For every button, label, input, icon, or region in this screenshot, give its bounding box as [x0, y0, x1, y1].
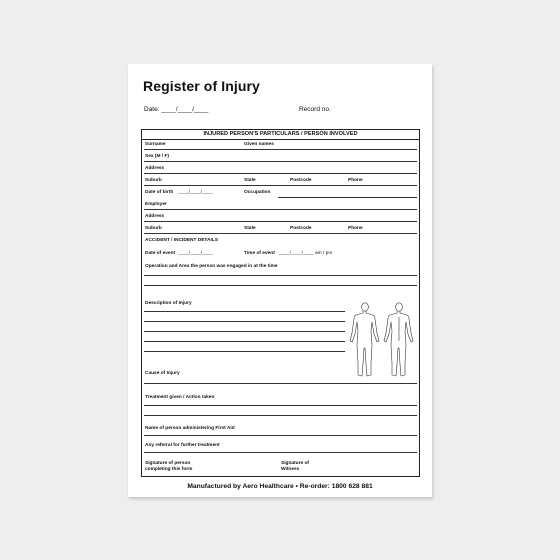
- employer-state-label: State: [244, 226, 256, 231]
- employer-address-label: Address: [145, 214, 165, 219]
- address-label: Address: [145, 166, 165, 171]
- date-field[interactable]: Date: ____/____/____: [144, 106, 209, 113]
- description-label: Description of Injury: [145, 301, 192, 306]
- cause-field[interactable]: [144, 383, 417, 384]
- state-label: State: [244, 178, 256, 183]
- phone-label: Phone: [348, 178, 363, 183]
- signature-person-label: [145, 461, 192, 472]
- time-of-event-field[interactable]: ____/____/____ am / pm: [279, 251, 333, 256]
- sex-field[interactable]: [144, 161, 417, 162]
- employer-postcode-label: Postcode: [290, 226, 312, 231]
- section-header: INJURED PERSON'S PARTICULARS / PERSON INVOLVED: [142, 130, 419, 140]
- description-line-2[interactable]: [144, 321, 345, 322]
- accident-details-heading: ACCIDENT / INCIDENT DETAILS: [145, 238, 218, 243]
- surname-field[interactable]: [144, 149, 417, 150]
- employer-label: Employer: [145, 202, 167, 207]
- injured-person-form: [141, 129, 420, 477]
- treatment-label: Treatment given / Action taken: [145, 395, 215, 400]
- date-of-event-label: Date of event: [145, 251, 176, 256]
- description-line-4[interactable]: [144, 341, 345, 342]
- employer-address-field[interactable]: [144, 221, 417, 222]
- description-line-5[interactable]: [144, 351, 345, 352]
- suburb-field[interactable]: [144, 185, 417, 186]
- operation-area-line-1[interactable]: [144, 275, 417, 276]
- signature-person-label-line-2: completing this form: [145, 466, 193, 472]
- referral-field[interactable]: [144, 452, 417, 453]
- first-aid-field[interactable]: [144, 435, 417, 436]
- signature-witness-label-line-2: Witness: [281, 466, 300, 472]
- time-of-event-label: Time of event: [244, 251, 275, 256]
- postcode-label: Postcode: [290, 178, 312, 183]
- employer-phone-label: Phone: [348, 226, 363, 231]
- page-title: Register of Injury: [143, 78, 260, 94]
- operation-area-line-2[interactable]: [144, 285, 417, 286]
- description-line-1[interactable]: [144, 311, 345, 312]
- address-field[interactable]: [144, 173, 417, 174]
- signature-person-label-line-1: Signature of person: [145, 461, 191, 466]
- sex-label: Sex (M / F): [145, 154, 169, 159]
- record-number-field[interactable]: Record no.: [299, 106, 331, 113]
- suburb-label: Suburb: [145, 178, 162, 183]
- employer-suburb-field[interactable]: [144, 233, 417, 234]
- employer-suburb-label: Suburb: [145, 226, 162, 231]
- operation-area-label: Operation and Area the person was engaged in at the time: [145, 264, 278, 269]
- signature-witness-label-line-1: Signature of: [281, 461, 309, 466]
- occupation-field[interactable]: [278, 197, 417, 198]
- surname-label: Surname: [145, 142, 166, 147]
- cause-label: Cause of Injury: [145, 371, 180, 376]
- treatment-line-1[interactable]: [144, 405, 417, 406]
- injury-register-sheet: [128, 64, 432, 497]
- treatment-line-2[interactable]: [144, 415, 417, 416]
- referral-label: Any referral for further treatment: [145, 443, 220, 448]
- signature-witness-label: [281, 461, 309, 472]
- employer-field[interactable]: [144, 209, 417, 210]
- footer-reorder-info: Manufactured by Aero Healthcare • Re-order: 1800 628 881: [187, 483, 373, 490]
- dob-label: Date of birth: [145, 190, 174, 195]
- occupation-label: Occupation: [244, 190, 271, 195]
- date-of-event-field[interactable]: ____/____/____: [178, 251, 213, 256]
- description-line-3[interactable]: [144, 331, 345, 332]
- body-outline-front-back-icon: [347, 301, 417, 379]
- dob-field[interactable]: ____/____/____: [178, 190, 213, 195]
- first-aid-label: Name of person administering First Aid: [145, 426, 235, 431]
- given-names-label: Given names: [244, 142, 274, 147]
